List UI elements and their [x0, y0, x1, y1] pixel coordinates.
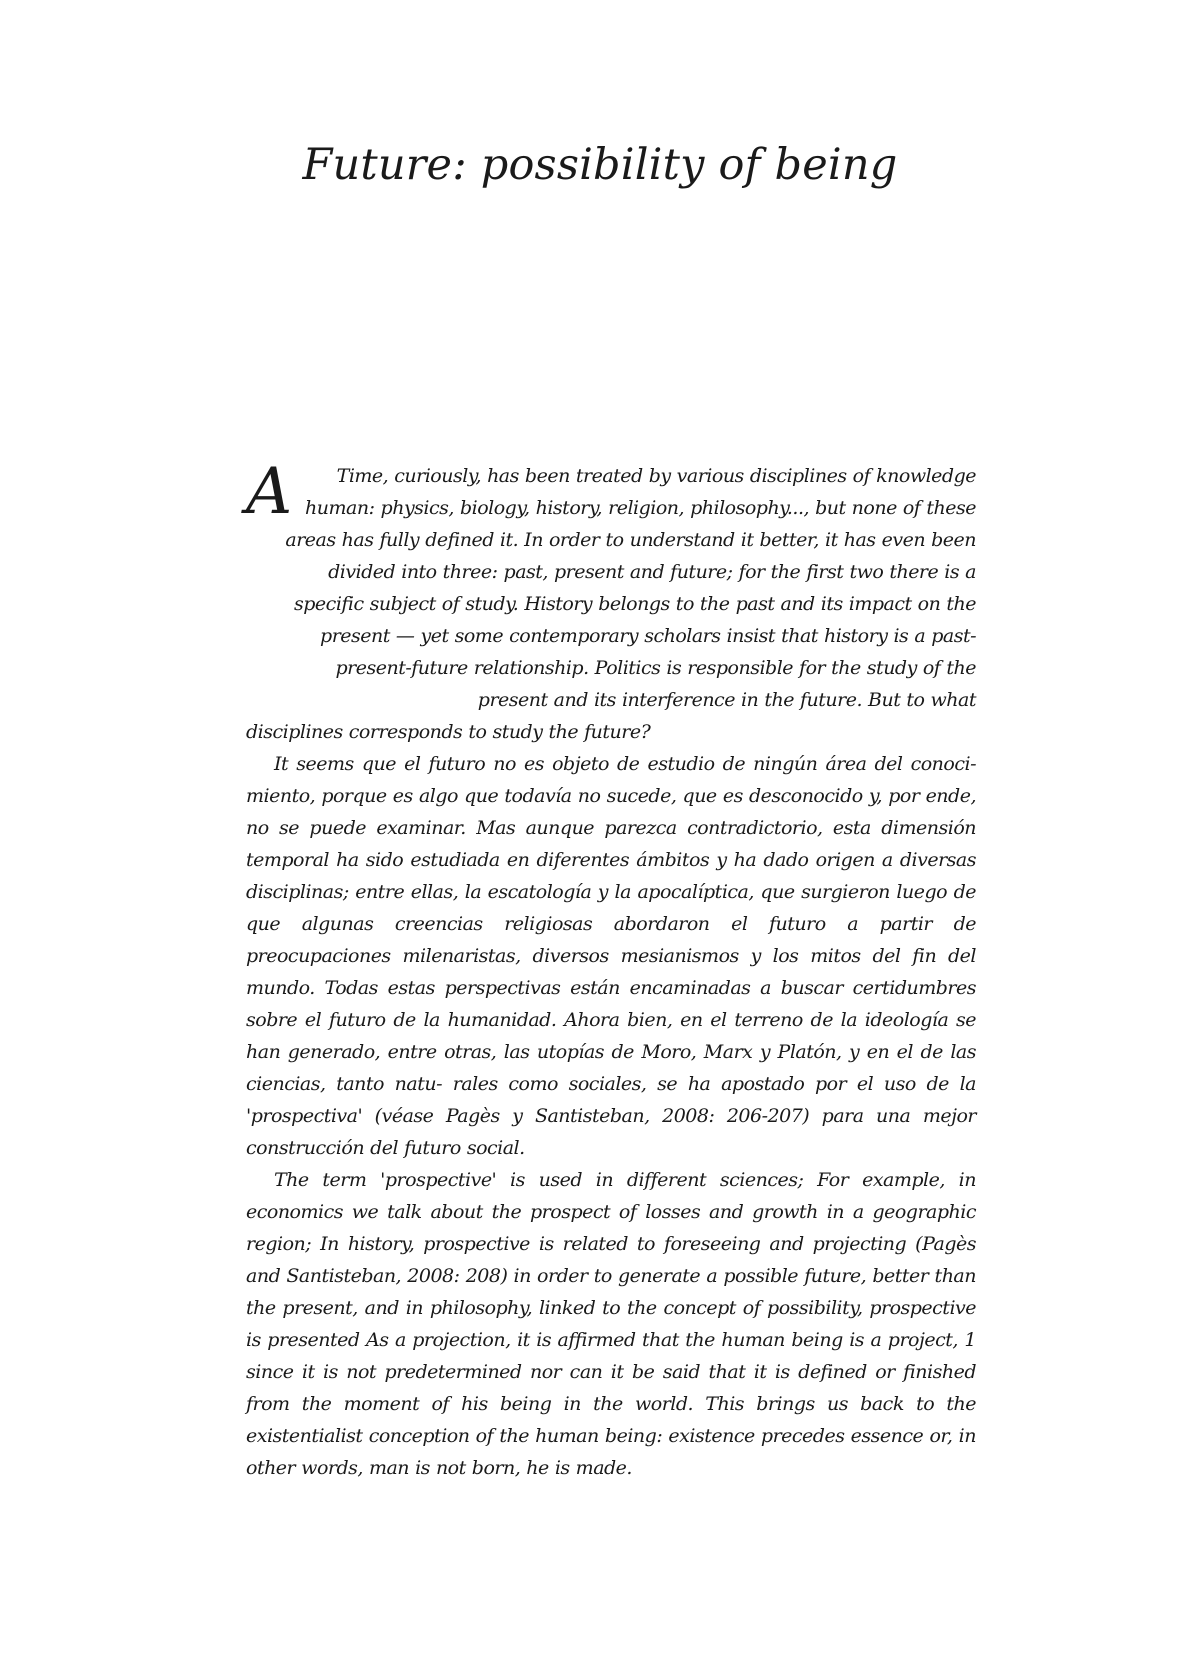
body-paragraph: It seems que el futuro no es objeto de estudio de ningún área del conoci- miento, porque es algo que todavía no sucede, que es desconocido y, por ende, no se puede examinar. Mas aunque parezca contradictorio, esta dimensión temporal ha sido estudiada en diferentes ámbitos y ha dado origen a diversas disciplinas; entre ellas, la escatología y la apocalíptica, que surgieron luego de que algunas creencias religiosas abordaron el futuro a partir de preocupaciones milenaristas, diversos mesianismos y los mitos del fin del mundo. Todas estas perspectivas están encaminadas a buscar certidumbres sobre el futuro de la humanidad. Ahora bien, en el terreno de la ideología se han generado, entre otras, las utopías de Moro, Marx y Platón, y en el de las ciencias, tanto natu- rales como sociales, se ha apostado por el uso de la 'prospectiva' (véase Pagès y Santisteban, 2008: 206-207) para una mejor construcción del futuro social.: [246, 753, 976, 1159]
intro-line: present and its interference in the future. But to what: [477, 689, 976, 711]
body-paragraph: The term 'prospective' is used in different sciences; For example, in economics we talk about the prospect of losses and growth in a geographic region; In history, prospective is related to foreseeing and projecting (Pagès and Santisteban, 2008: 208) in order to generate a possible future, better than the present, and in philosophy, linked to the concept of possibility, prospective is presented As a projection, it is affirmed that the human being is a project, 1 since it is not predetermined nor can it be said that it is defined or finished from the moment of his being in the world. This brings us back to the existentialist conception of the human being: existence precedes essence or, in other words, man is not born, he is made.: [246, 1169, 976, 1479]
intro-line: human: physics, biology, history, religion, philosophy..., but none of these: [305, 497, 976, 519]
intro-line: divided into three: past, present and future; for the first two there is a: [328, 561, 976, 583]
intro-line: areas has fully defined it. In order to understand it better, it has even been: [285, 529, 976, 551]
drop-cap: A: [246, 455, 292, 529]
intro-line: present — yet some contemporary scholars insist that history is a past-: [320, 625, 976, 647]
intro-paragraph: [246, 455, 976, 748]
intro-line: disciplines corresponds to study the future?: [246, 721, 651, 743]
intro-line: specific subject of study. History belongs to the past and its impact on the: [294, 593, 976, 615]
intro-line: Time, curiously, has been treated by various disciplines of knowledge: [336, 465, 976, 487]
intro-line: present-future relationship. Politics is responsible for the study of the: [335, 657, 976, 679]
page-title: Future: possibility of being: [302, 140, 898, 190]
